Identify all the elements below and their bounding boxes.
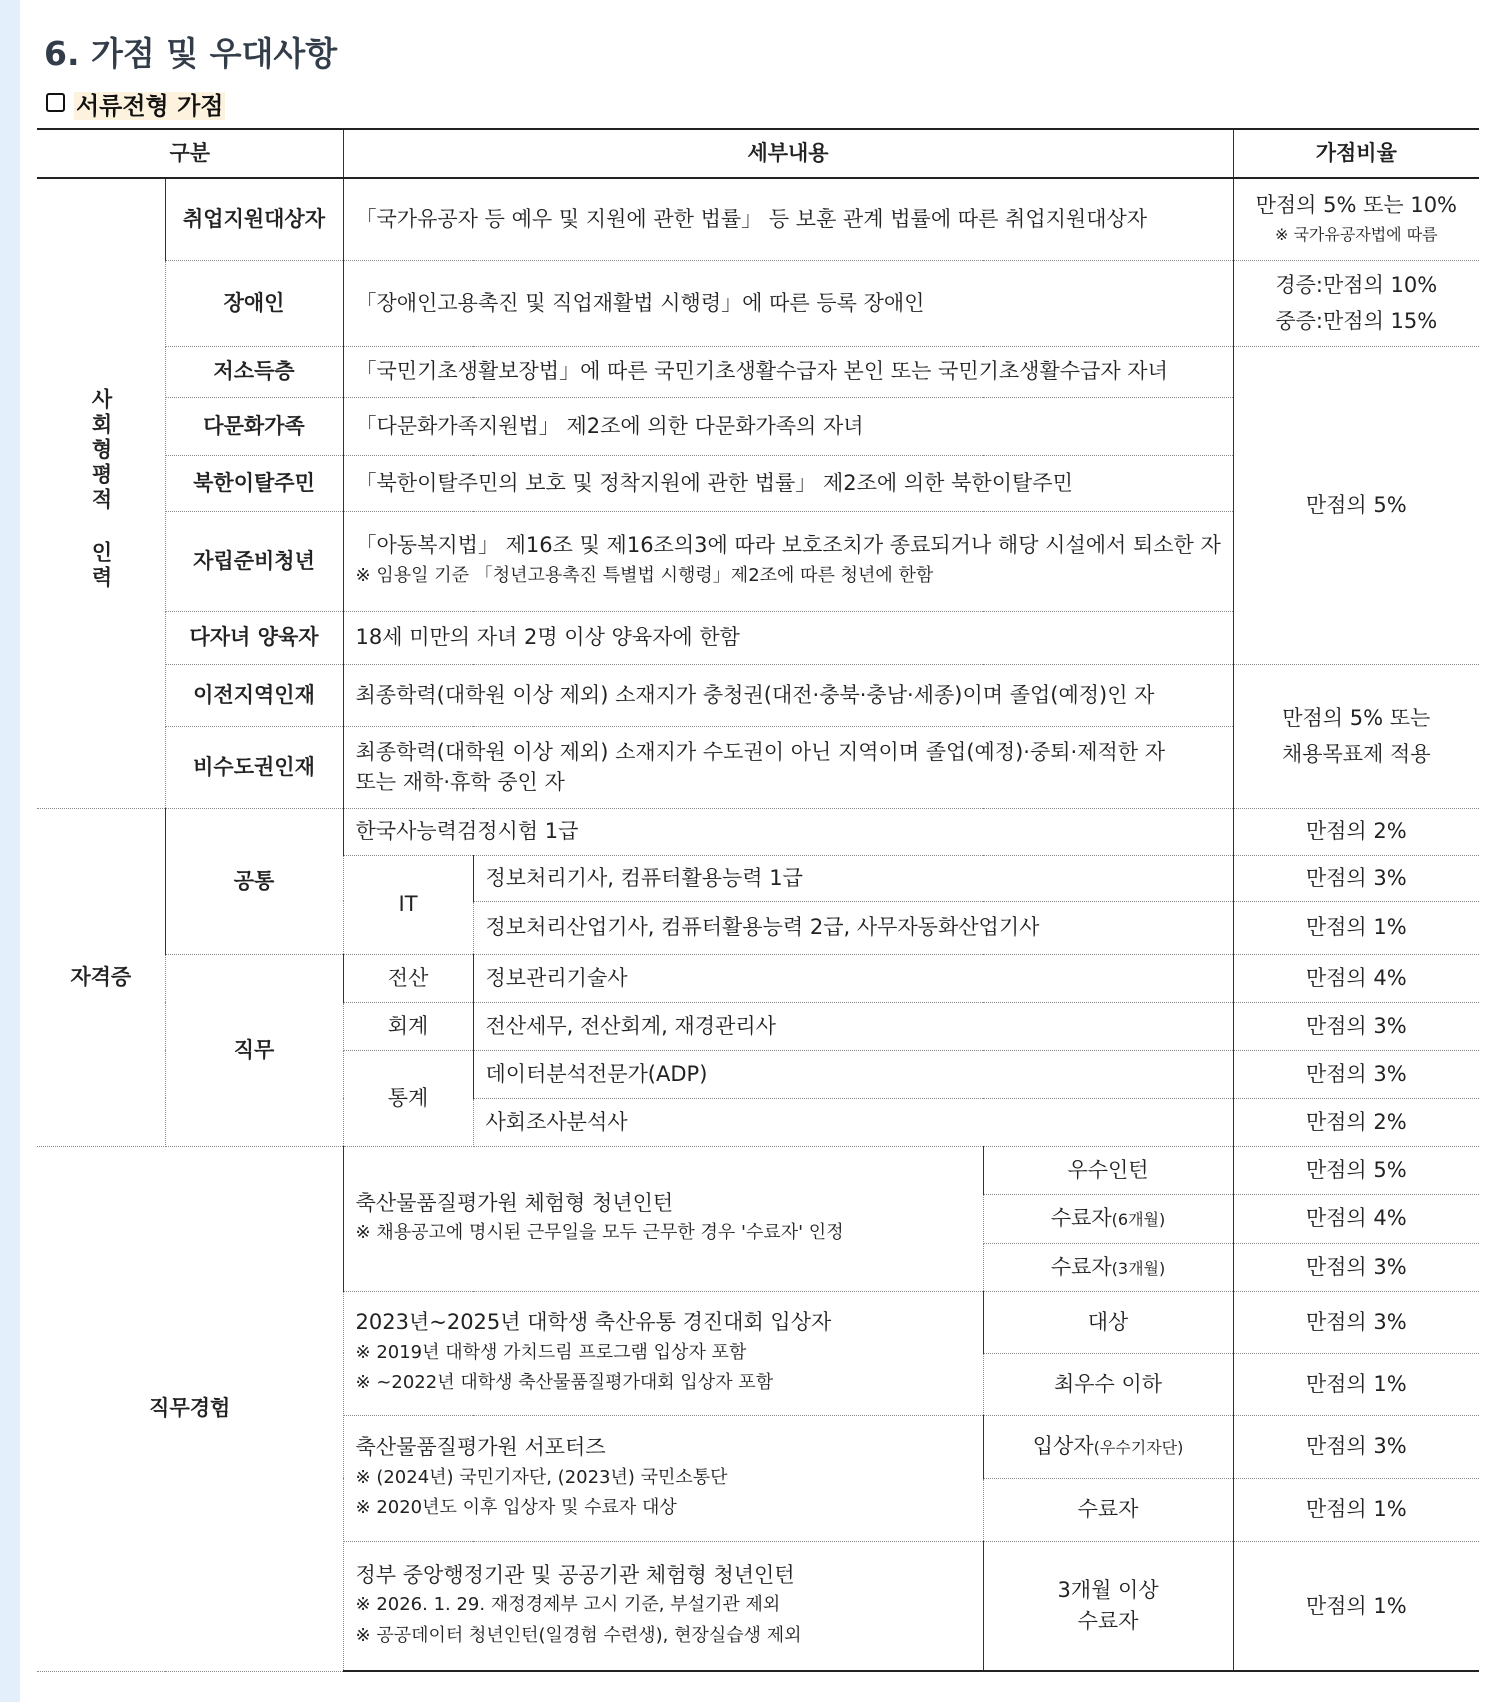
exp-title: 정부 중앙행정기관 및 공공기관 체험형 청년인턴 bbox=[355, 1562, 795, 1587]
group-cert: 자격증 bbox=[37, 808, 165, 1146]
row-detail: 정보관리기술사 bbox=[473, 954, 1233, 1002]
detail-text: 최종학력(대학원 이상 제외) 소재지가 수도권이 아닌 지역이며 졸업(예정)·중퇴·제적한 자 bbox=[355, 739, 1166, 764]
level-text-2: 수료자 bbox=[1077, 1608, 1139, 1633]
group-social-label: 사회형평적 인력 bbox=[88, 387, 113, 591]
exp-note: ※ 공공데이터 청년인턴(일경험 수련생), 현장실습생 제외 bbox=[355, 1624, 802, 1646]
row-detail: 사회조사분석사 bbox=[473, 1098, 1233, 1146]
table-row bbox=[37, 808, 1479, 855]
row-ratio: 만점의 3% bbox=[1233, 1415, 1479, 1478]
cert-job: 직무 bbox=[165, 954, 343, 1146]
row-name: 비수도권인재 bbox=[165, 726, 343, 808]
ratio-line-2: 채용목표제 적용 bbox=[1281, 742, 1431, 766]
row-name: 다자녀 양육자 bbox=[165, 611, 343, 664]
row-detail: 정보처리산업기사, 컴퓨터활용능력 2급, 사무자동화산업기사 bbox=[473, 901, 1233, 954]
row-detail: 「장애인고용촉진 및 직업재활법 시행령」에 따른 등록 장애인 bbox=[343, 260, 1233, 346]
detail-note: ※ 임용일 기준 「청년고용촉진 특별법 시행령」제2조에 따른 청년에 한함 bbox=[355, 564, 934, 586]
table-row bbox=[37, 346, 1479, 397]
row-ratio: 만점의 3% bbox=[1233, 855, 1479, 901]
row-ratio bbox=[1233, 178, 1479, 260]
cert-common: 공통 bbox=[165, 808, 343, 954]
cert-sub: 전산 bbox=[343, 954, 473, 1002]
cert-sub: 통계 bbox=[343, 1050, 473, 1146]
row-ratio: 만점의 1% bbox=[1233, 1353, 1479, 1415]
row-name: 장애인 bbox=[165, 260, 343, 346]
exp-level bbox=[983, 1541, 1233, 1671]
row-detail bbox=[343, 726, 1233, 808]
subsection-label: 서류전형 가점 bbox=[76, 92, 224, 120]
row-name: 자립준비청년 bbox=[165, 511, 343, 611]
exp-block-detail bbox=[343, 1146, 983, 1291]
row-detail: 전산세무, 전산회계, 재경관리사 bbox=[473, 1002, 1233, 1050]
table-row bbox=[37, 1146, 1479, 1194]
header-category: 구분 bbox=[37, 129, 343, 178]
level-text: 수료자 bbox=[1050, 1254, 1112, 1279]
row-ratio: 만점의 5% bbox=[1233, 1146, 1479, 1194]
row-ratio: 만점의 4% bbox=[1233, 954, 1479, 1002]
group-exp: 직무경험 bbox=[37, 1146, 343, 1671]
detail-text-2: 또는 재학·휴학 중인 자 bbox=[355, 770, 565, 794]
level-text: 입상자 bbox=[1032, 1434, 1094, 1459]
row-name: 저소득층 bbox=[165, 346, 343, 397]
row-name: 이전지역인재 bbox=[165, 664, 343, 726]
level-sub: (우수기자단) bbox=[1093, 1438, 1184, 1458]
exp-title: 축산물품질평가원 체험형 청년인턴 bbox=[355, 1190, 674, 1215]
subsection-title bbox=[46, 86, 225, 121]
level-sub: (3개월) bbox=[1111, 1258, 1166, 1278]
row-detail: 최종학력(대학원 이상 제외) 소재지가 충청권(대전·충북·충남·세종)이며 졸업(예정)인 자 bbox=[343, 664, 1233, 726]
row-name: 취업지원대상자 bbox=[165, 178, 343, 260]
row-detail: 「북한이탈주민의 보호 및 정착지원에 관한 법률」 제2조에 의한 북한이탈주민 bbox=[343, 455, 1233, 511]
exp-note: ※ ~2022년 대학생 축산물품질평가대회 입상자 포함 bbox=[355, 1372, 774, 1394]
row-detail: 「다문화가족지원법」 제2조에 의한 다문화가족의 자녀 bbox=[343, 397, 1233, 455]
row-ratio: 만점의 3% bbox=[1233, 1050, 1479, 1098]
exp-title: 2023년~2025년 대학생 축산유통 경진대회 입상자 bbox=[355, 1310, 832, 1335]
cert-sub: 회계 bbox=[343, 1002, 473, 1050]
exp-level: 수료자 bbox=[983, 1478, 1233, 1541]
exp-block-detail bbox=[343, 1291, 983, 1415]
checkbox-square-icon bbox=[46, 93, 65, 112]
detail-text: 「아동복지법」 제16조 및 제16조의3에 따라 보호조치가 종료되거나 해당 시설에서 퇴소한 자 bbox=[355, 533, 1221, 558]
row-ratio: 만점의 1% bbox=[1233, 901, 1479, 954]
row-ratio: 만점의 3% bbox=[1233, 1243, 1479, 1291]
row-detail: 정보처리기사, 컴퓨터활용능력 1급 bbox=[473, 855, 1233, 901]
row-ratio: 만점의 3% bbox=[1233, 1002, 1479, 1050]
exp-title: 축산물품질평가원 서포터즈 bbox=[355, 1435, 606, 1460]
row-detail: 한국사능력검정시험 1급 bbox=[343, 808, 1233, 855]
exp-level bbox=[983, 1415, 1233, 1478]
row-ratio: 만점의 2% bbox=[1233, 808, 1479, 855]
left-accent-bar bbox=[0, 0, 20, 1702]
level-text: 3개월 이상 bbox=[1057, 1578, 1159, 1603]
level-sub: (6개월) bbox=[1111, 1210, 1166, 1230]
exp-note: ※ 2020년도 이후 입상자 및 수료자 대상 bbox=[355, 1497, 677, 1519]
exp-block-detail bbox=[343, 1541, 983, 1671]
exp-note: ※ 채용공고에 명시된 근무일을 모두 근무한 경우 '수료자' 인정 bbox=[355, 1222, 844, 1244]
level-text: 수료자 bbox=[1050, 1206, 1112, 1231]
row-ratio bbox=[1233, 260, 1479, 346]
table-header-row bbox=[37, 129, 1479, 178]
header-detail: 세부내용 bbox=[343, 129, 1233, 178]
exp-level: 최우수 이하 bbox=[983, 1353, 1233, 1415]
cert-sub: IT bbox=[343, 855, 473, 954]
ratio-line-1: 만점의 5% 또는 bbox=[1282, 705, 1431, 730]
row-ratio: 만점의 1% bbox=[1233, 1478, 1479, 1541]
exp-note: ※ 2026. 1. 29. 재정경제부 고시 기준, 부설기관 제외 bbox=[355, 1594, 781, 1616]
row-detail: 18세 미만의 자녀 2명 이상 양육자에 한함 bbox=[343, 611, 1233, 664]
table-row bbox=[37, 664, 1479, 726]
row-ratio: 만점의 3% bbox=[1233, 1291, 1479, 1353]
exp-level: 대상 bbox=[983, 1291, 1233, 1353]
exp-block-detail bbox=[343, 1415, 983, 1541]
exp-level bbox=[983, 1194, 1233, 1243]
table-row bbox=[37, 954, 1479, 1002]
section-title: 6. 가점 및 우대사항 bbox=[44, 34, 338, 73]
exp-level bbox=[983, 1243, 1233, 1291]
ratio-line-1: 경증:만점의 10% bbox=[1275, 272, 1438, 297]
row-detail: 데이터분석전문가(ADP) bbox=[473, 1050, 1233, 1098]
header-ratio: 가점비율 bbox=[1233, 129, 1479, 178]
group-social bbox=[37, 178, 165, 808]
row-detail: 「국민기초생활보장법」에 따른 국민기초생활수급자 본인 또는 국민기초생활수급자 자녀 bbox=[343, 346, 1233, 397]
exp-note: ※ 2019년 대학생 가치드림 프로그램 입상자 포함 bbox=[355, 1341, 747, 1363]
ratio-line-2: 중증:만점의 15% bbox=[1275, 309, 1438, 333]
row-detail: 「국가유공자 등 예우 및 지원에 관한 법률」 등 보훈 관계 법률에 따른 취업지원대상자 bbox=[343, 178, 1233, 260]
table-row bbox=[37, 260, 1479, 346]
exp-level: 우수인턴 bbox=[983, 1146, 1233, 1194]
row-ratio: 만점의 4% bbox=[1233, 1194, 1479, 1243]
row-name: 북한이탈주민 bbox=[165, 455, 343, 511]
regional-ratio bbox=[1233, 664, 1479, 808]
row-name: 다문화가족 bbox=[165, 397, 343, 455]
ratio-note: ※ 국가유공자법에 따름 bbox=[1274, 224, 1438, 244]
shared-ratio: 만점의 5% bbox=[1233, 346, 1479, 664]
ratio-text: 만점의 5% 또는 10% bbox=[1255, 193, 1458, 218]
row-detail bbox=[343, 511, 1233, 611]
bonus-points-table bbox=[37, 128, 1479, 1672]
row-ratio: 만점의 2% bbox=[1233, 1098, 1479, 1146]
table-row bbox=[37, 178, 1479, 260]
exp-note: ※ (2024년) 국민기자단, (2023년) 국민소통단 bbox=[355, 1466, 728, 1488]
row-ratio: 만점의 1% bbox=[1233, 1541, 1479, 1671]
